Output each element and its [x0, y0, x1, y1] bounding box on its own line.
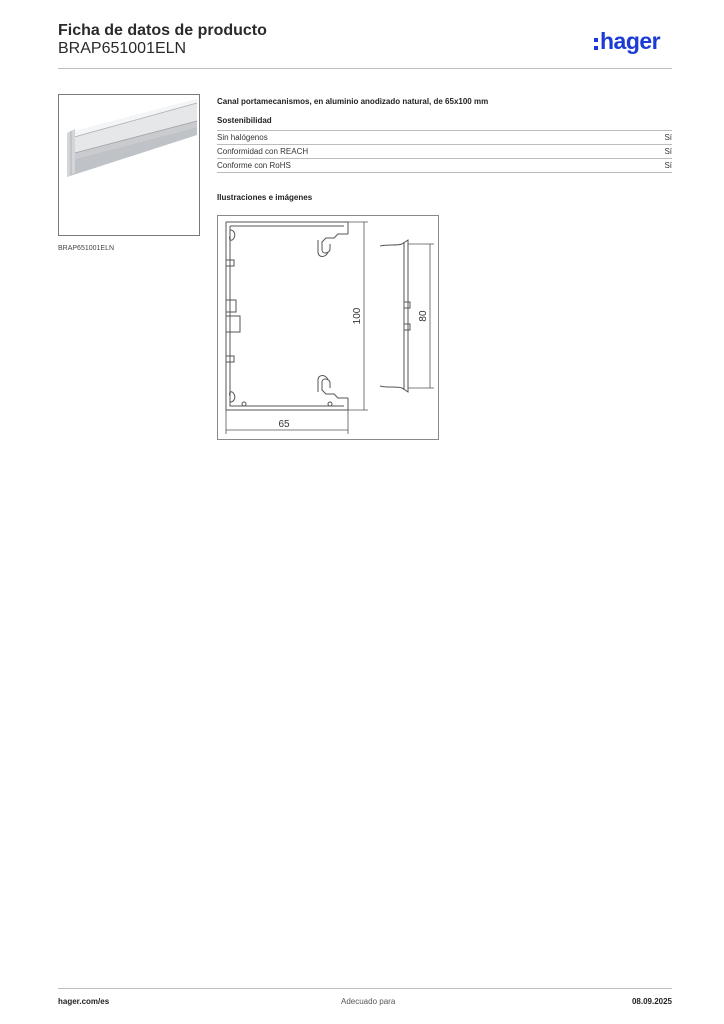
- product-photo: [58, 94, 200, 236]
- row-label: Sin halógenos: [217, 133, 268, 142]
- product-description: Canal portamecanismos, en aluminio anodizado natural, de 65x100 mm: [217, 97, 489, 106]
- row-label: Conformidad con REACH: [217, 147, 309, 156]
- technical-drawing: [217, 215, 439, 440]
- product-code: BRAP651001ELN: [58, 40, 187, 57]
- header-divider: [58, 68, 672, 69]
- footer-divider: [58, 988, 672, 989]
- hager-logo[interactable]: [594, 28, 660, 55]
- product-details: [217, 97, 672, 202]
- cover-profile-outline: [380, 240, 410, 392]
- row-value: Sí: [664, 147, 672, 156]
- footer-suitable-for: Adecuado para: [341, 997, 396, 1006]
- photo-caption: BRAP651001ELN: [58, 245, 115, 252]
- footer-website-link[interactable]: hager.com/es: [58, 997, 110, 1006]
- sustainability-title: Sostenibilidad: [217, 116, 272, 125]
- dimension-80-label: 80: [418, 310, 429, 322]
- dimension-65-label: 65: [278, 419, 290, 430]
- table-row: [217, 145, 672, 159]
- table-row: [217, 131, 672, 145]
- trunking-section-outline: [226, 222, 348, 410]
- logo-colon-icon: [594, 38, 598, 50]
- page-title: Ficha de datos de producto: [58, 22, 267, 39]
- row-label: Conforme con RoHS: [217, 161, 291, 170]
- sustainability-table: [217, 130, 672, 173]
- logo-text: hager: [600, 28, 661, 54]
- footer-date: 08.09.2025: [631, 997, 672, 1006]
- illustrations-title: Ilustraciones e imágenes: [217, 193, 313, 202]
- row-value: Sí: [664, 161, 672, 170]
- row-value: Sí: [664, 133, 672, 142]
- table-row: [217, 159, 672, 173]
- dimension-100-label: 100: [352, 307, 363, 325]
